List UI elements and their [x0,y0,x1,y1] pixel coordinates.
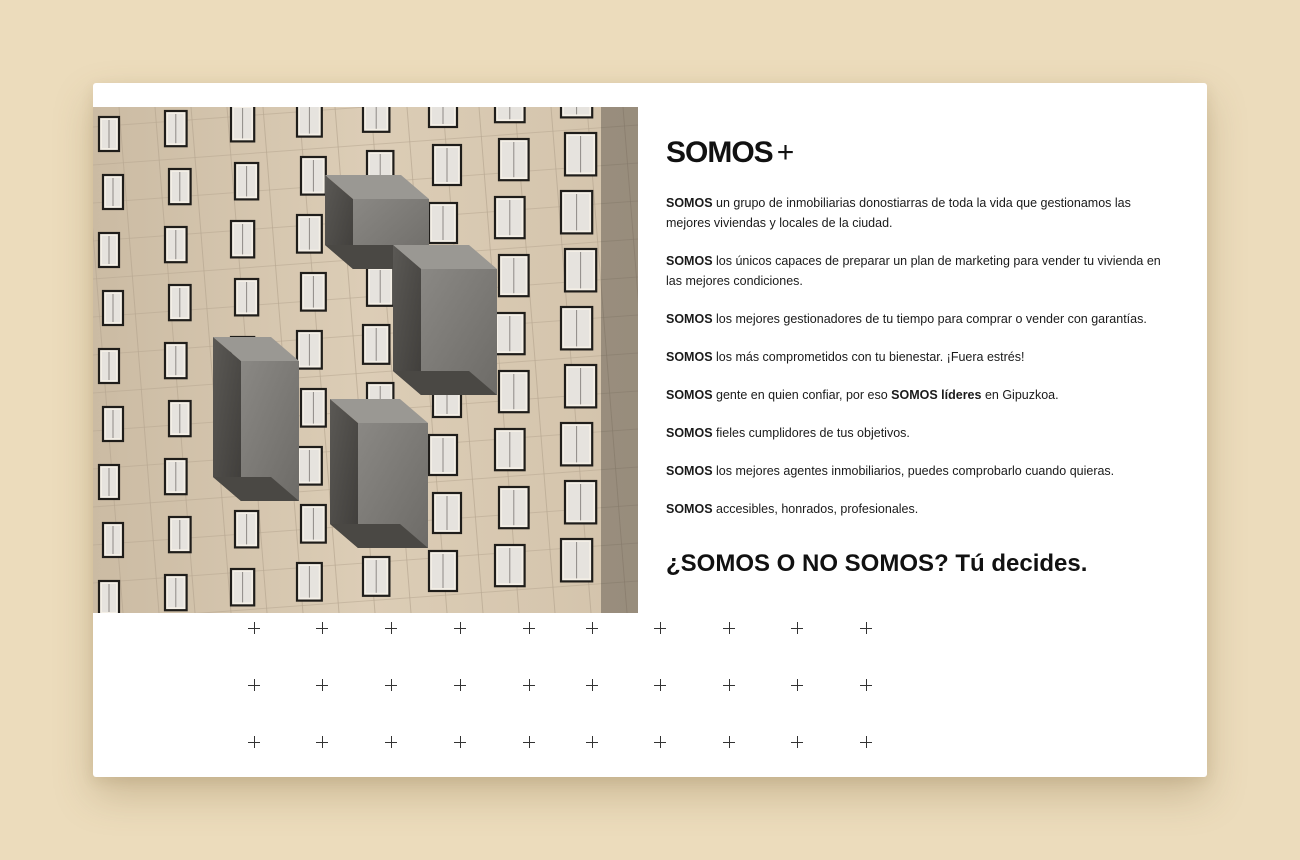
plus-icon [454,622,466,634]
plus-icon [791,622,803,634]
plus-icon [385,736,397,748]
title-plus: + [776,136,794,169]
paragraph-text: gente en quien confiar, por eso [712,388,892,402]
about-card [93,83,1207,777]
paragraph-lead: SOMOS [666,426,713,440]
plus-icon [454,679,466,691]
plus-icon [248,736,260,748]
building-photo [93,107,638,613]
paragraph-3 [666,309,1171,329]
plus-icon [523,622,535,634]
paragraph-lead: SOMOS [666,196,713,210]
plus-icon [723,736,735,748]
plus-icon [860,679,872,691]
paragraph-text: un grupo de inmobiliarias donostiarras de toda la vida que gestionamos las mejores viviendas y locales de la ciudad. [666,196,1131,230]
plus-icon [316,679,328,691]
about-content [666,135,1171,579]
paragraph-6 [666,423,1171,443]
paragraph-lead: SOMOS [666,388,713,402]
paragraph-8 [666,499,1171,519]
paragraph-text: los mejores gestionadores de tu tiempo para comprar o vender con garantías. [712,312,1147,326]
paragraph-tail: en Gipuzkoa. [981,388,1059,402]
paragraph-text: fieles cumplidores de tus objetivos. [712,426,910,440]
plus-icon [586,679,598,691]
paragraph-lead: SOMOS [666,350,713,364]
title-word: SOMOS [666,136,773,169]
paragraph-text: los mejores agentes inmobiliarios, puedes comprobarlo cuando quieras. [712,464,1115,478]
paragraph-lead: SOMOS [666,254,713,268]
paragraph-lead: SOMOS [666,464,713,478]
plus-icon [385,622,397,634]
plus-icon [586,736,598,748]
plus-icon [316,622,328,634]
paragraph-4 [666,347,1171,367]
paragraph-lead: SOMOS [666,312,713,326]
paragraph-2 [666,251,1171,291]
paragraph-text: accesibles, honrados, profesionales. [712,502,919,516]
plus-icon [723,622,735,634]
paragraph-bold-phrase: SOMOS líderes [891,388,982,402]
building-facade-image [93,107,638,613]
paragraph-text: los únicos capaces de preparar un plan de marketing para vender tu vivienda en las mejores condiciones. [666,254,1161,288]
plus-icon [791,736,803,748]
plus-icon [654,736,666,748]
plus-icon [860,622,872,634]
plus-icon [248,679,260,691]
plus-icon [586,622,598,634]
paragraph-lead: SOMOS [666,502,713,516]
plus-icon [654,679,666,691]
plus-icon [791,679,803,691]
plus-icon [248,622,260,634]
plus-pattern [93,613,1207,777]
section-title [666,135,1171,171]
plus-icon [385,679,397,691]
plus-icon [654,622,666,634]
paragraph-7 [666,461,1171,481]
plus-icon [454,736,466,748]
paragraph-5 [666,385,1171,405]
plus-icon [860,736,872,748]
plus-icon [523,736,535,748]
plus-icon [723,679,735,691]
paragraph-1 [666,193,1171,233]
tagline: ¿SOMOS O NO SOMOS? Tú decides. [666,550,1088,577]
plus-icon [523,679,535,691]
paragraph-text: los más comprometidos con tu bienestar. ¡Fuera estrés! [712,350,1025,364]
plus-icon [316,736,328,748]
